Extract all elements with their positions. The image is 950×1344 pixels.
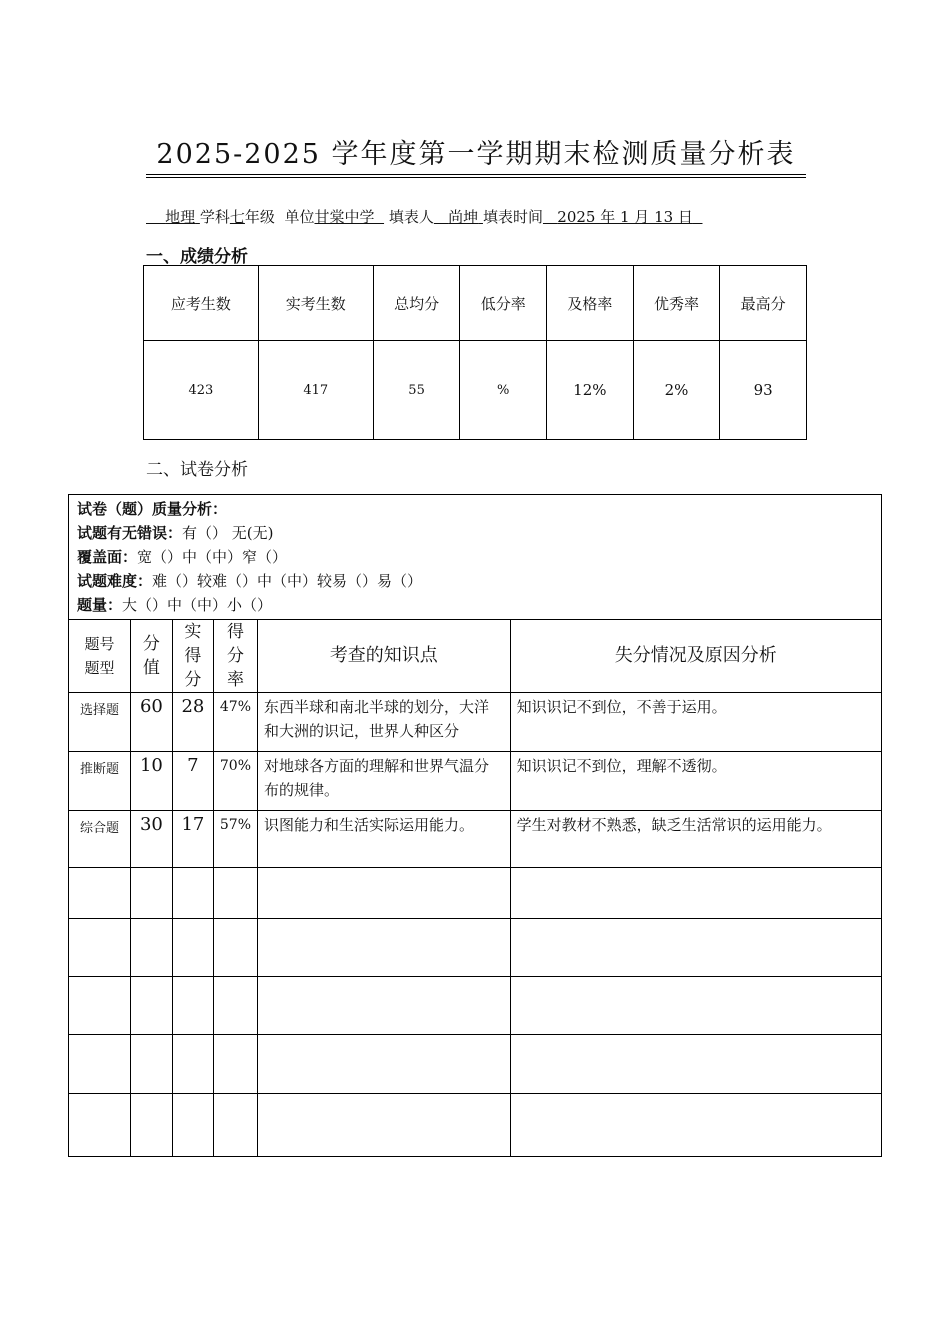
score-rate: 47% bbox=[213, 693, 257, 752]
col-analysis: 失分情况及原因分析 bbox=[510, 620, 881, 693]
unit-value: 甘棠中学 bbox=[314, 208, 375, 226]
title-rule bbox=[146, 177, 806, 178]
subject-label: 学科 bbox=[199, 208, 230, 226]
value-cell: % bbox=[460, 341, 547, 440]
header-cell: 总均分 bbox=[373, 266, 460, 341]
paper-analysis-table bbox=[68, 494, 882, 1157]
score-table bbox=[143, 265, 807, 440]
question-type: 选择题 bbox=[69, 693, 131, 752]
value-cell: 417 bbox=[258, 341, 373, 440]
loss-analysis: 知识识记不到位，理解不透彻。 bbox=[510, 752, 881, 811]
col-score: 分 值 bbox=[130, 620, 172, 693]
errors-line: 试题有无错误：有（） 无(无) bbox=[77, 524, 274, 542]
header-cell: 优秀率 bbox=[633, 266, 720, 341]
subject-value: 地理 bbox=[165, 208, 196, 226]
empty-row bbox=[69, 919, 882, 977]
empty-row bbox=[69, 1094, 882, 1157]
unit-label: 单位 bbox=[284, 208, 315, 226]
knowledge-points: 识图能力和生活实际运用能力。 bbox=[258, 811, 511, 868]
header-cell: 实考生数 bbox=[258, 266, 373, 341]
score-rate: 70% bbox=[213, 752, 257, 811]
grade-label: 年级 bbox=[244, 208, 275, 226]
difficulty-line: 试题难度：难（）较难（）中（中）较易（）易（） bbox=[77, 572, 423, 590]
full-score: 60 bbox=[130, 693, 172, 752]
value-cell: 12% bbox=[547, 341, 634, 440]
score-value-row bbox=[144, 341, 807, 440]
score-header-row bbox=[144, 266, 807, 341]
value-cell: 55 bbox=[373, 341, 460, 440]
value-cell: 2% bbox=[633, 341, 720, 440]
table-row bbox=[69, 693, 882, 752]
loss-analysis: 知识识记不到位，不善于运用。 bbox=[510, 693, 881, 752]
col-knowledge: 考查的知识点 bbox=[258, 620, 511, 693]
header-cell: 最高分 bbox=[720, 266, 807, 341]
grade-value: 七 bbox=[229, 208, 245, 226]
summary-row bbox=[69, 495, 882, 620]
question-type: 推断题 bbox=[69, 752, 131, 811]
date-value: 2025 年 1 月 13 日 bbox=[557, 208, 693, 226]
actual-score: 28 bbox=[172, 693, 213, 752]
value-cell: 93 bbox=[720, 341, 807, 440]
header-cell: 低分率 bbox=[460, 266, 547, 341]
col-type: 题号 题型 bbox=[69, 620, 131, 693]
table-row bbox=[69, 752, 882, 811]
full-score: 10 bbox=[130, 752, 172, 811]
empty-row bbox=[69, 868, 882, 919]
actual-score: 7 bbox=[172, 752, 213, 811]
section-score-analysis: 一、成绩分析 bbox=[146, 247, 248, 267]
header-cell: 及格率 bbox=[547, 266, 634, 341]
col-rate: 得 分 率 bbox=[213, 620, 257, 693]
column-header-row bbox=[69, 620, 882, 693]
amount-line: 题量：大（）中（中）小（） bbox=[77, 596, 273, 614]
empty-row bbox=[69, 977, 882, 1035]
loss-analysis: 学生对教材不熟悉，缺乏生活常识的运用能力。 bbox=[510, 811, 881, 868]
question-type: 综合题 bbox=[69, 811, 131, 868]
knowledge-points: 东西半球和南北半球的划分，大洋和大洲的识记，世界人种区分 bbox=[258, 693, 511, 752]
section-paper-analysis: 二、试卷分析 bbox=[146, 460, 248, 480]
actual-score: 17 bbox=[172, 811, 213, 868]
table-row bbox=[69, 811, 882, 868]
value-cell: 423 bbox=[144, 341, 259, 440]
filler-value: 尚坤 bbox=[448, 208, 479, 226]
quality-label: 试卷（题）质量分析： bbox=[77, 500, 228, 518]
page-title: 2025-2025 学年度第一学期期末检测质量分析表 bbox=[156, 139, 796, 170]
coverage-line: 覆盖面：宽（）中（中）窄（） bbox=[77, 548, 288, 566]
empty-row bbox=[69, 1035, 882, 1094]
summary-cell bbox=[69, 495, 882, 620]
date-label: 填表时间 bbox=[482, 208, 543, 226]
knowledge-points: 对地球各方面的理解和世界气温分布的规律。 bbox=[258, 752, 511, 811]
title-rule bbox=[146, 174, 806, 175]
score-rate: 57% bbox=[213, 811, 257, 868]
header-cell: 应考生数 bbox=[144, 266, 259, 341]
info-line bbox=[146, 206, 702, 227]
filler-label: 填表人 bbox=[388, 208, 434, 226]
full-score: 30 bbox=[130, 811, 172, 868]
col-actual: 实 得 分 bbox=[172, 620, 213, 693]
